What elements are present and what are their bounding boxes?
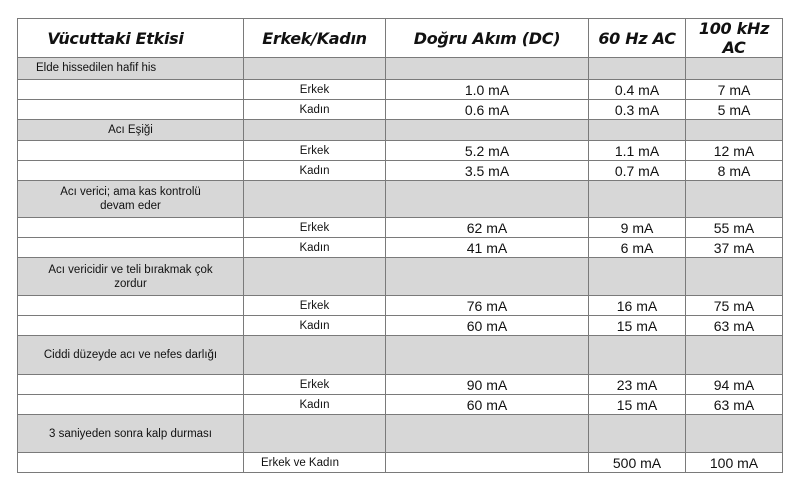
table-header — [18, 19, 783, 58]
ac100k-value: 12 mA — [686, 141, 783, 161]
dc-value: 5.2 mA — [386, 141, 589, 161]
gender-cell: Kadın — [244, 100, 386, 120]
ac60-value: 0.7 mA — [589, 161, 686, 181]
ac100k-value: 8 mA — [686, 161, 783, 181]
ac60-value: 15 mA — [589, 395, 686, 415]
gender-cell: Erkek — [244, 80, 386, 100]
table-row — [18, 238, 783, 258]
empty-cell — [686, 58, 783, 80]
empty-cell — [386, 120, 589, 141]
empty-cell — [18, 218, 244, 238]
dc-value — [386, 453, 589, 473]
empty-cell — [18, 375, 244, 395]
table-row — [18, 395, 783, 415]
effect-row — [18, 415, 783, 453]
empty-cell — [589, 120, 686, 141]
table-row — [18, 80, 783, 100]
dc-value: 41 mA — [386, 238, 589, 258]
empty-cell — [386, 181, 589, 218]
gender-cell: Erkek — [244, 296, 386, 316]
ac100k-value: 100 mA — [686, 453, 783, 473]
gender-cell: Erkek — [244, 218, 386, 238]
empty-cell — [589, 58, 686, 80]
ac60-value: 0.3 mA — [589, 100, 686, 120]
ac60-value: 23 mA — [589, 375, 686, 395]
empty-cell — [18, 161, 244, 181]
dc-value: 1.0 mA — [386, 80, 589, 100]
gender-cell: Erkek — [244, 141, 386, 161]
empty-cell — [589, 415, 686, 453]
gender-cell: Kadın — [244, 161, 386, 181]
empty-cell — [589, 336, 686, 375]
ac100k-value: 63 mA — [686, 316, 783, 336]
table-row — [18, 100, 783, 120]
ac100k-value: 63 mA — [686, 395, 783, 415]
dc-value: 90 mA — [386, 375, 589, 395]
empty-cell — [686, 181, 783, 218]
table-body — [18, 58, 783, 473]
table-row — [18, 218, 783, 238]
empty-cell — [244, 58, 386, 80]
ac100k-value: 7 mA — [686, 80, 783, 100]
empty-cell — [18, 296, 244, 316]
empty-cell — [386, 336, 589, 375]
empty-cell — [686, 120, 783, 141]
header-ac-60hz: 60 Hz AC — [589, 19, 686, 58]
effect-label: Acı vericidir ve teli bırakmak çok zordur — [18, 258, 244, 296]
empty-cell — [686, 258, 783, 296]
ac60-value: 9 mA — [589, 218, 686, 238]
empty-cell — [244, 415, 386, 453]
empty-cell — [244, 258, 386, 296]
gender-cell: Kadın — [244, 238, 386, 258]
empty-cell — [244, 120, 386, 141]
header-dc: Doğru Akım (DC) — [386, 19, 589, 58]
ac60-value: 6 mA — [589, 238, 686, 258]
dc-value: 60 mA — [386, 395, 589, 415]
dc-value: 76 mA — [386, 296, 589, 316]
effect-label: Acı verici; ama kas kontrolü devam eder — [18, 181, 244, 218]
ac100k-value: 75 mA — [686, 296, 783, 316]
gender-cell: Erkek ve Kadın — [244, 453, 386, 473]
table-row — [18, 161, 783, 181]
table-row — [18, 453, 783, 473]
gender-cell: Erkek — [244, 375, 386, 395]
effect-label: 3 saniyeden sonra kalp durması — [18, 415, 244, 453]
ac100k-value: 94 mA — [686, 375, 783, 395]
effect-label: Elde hissedilen hafif his — [18, 58, 244, 80]
effect-label: Acı Eşiği — [18, 120, 244, 141]
empty-cell — [686, 336, 783, 375]
empty-cell — [244, 336, 386, 375]
dc-value: 0.6 mA — [386, 100, 589, 120]
table-row — [18, 375, 783, 395]
empty-cell — [18, 80, 244, 100]
dc-value: 62 mA — [386, 218, 589, 238]
ac60-value: 16 mA — [589, 296, 686, 316]
ac60-value: 500 mA — [589, 453, 686, 473]
effect-label: Ciddi düzeyde acı ve nefes darlığı — [18, 336, 244, 375]
ac100k-value: 5 mA — [686, 100, 783, 120]
header-ac-100khz: 100 kHz AC — [686, 19, 783, 58]
header-effect: Vücuttaki Etkisi — [18, 19, 244, 58]
empty-cell — [386, 415, 589, 453]
ac100k-value: 55 mA — [686, 218, 783, 238]
ac60-value: 1.1 mA — [589, 141, 686, 161]
effect-row — [18, 336, 783, 375]
ac60-value: 0.4 mA — [589, 80, 686, 100]
dc-value: 60 mA — [386, 316, 589, 336]
effect-row — [18, 120, 783, 141]
empty-cell — [686, 415, 783, 453]
effect-row — [18, 258, 783, 296]
effect-row — [18, 181, 783, 218]
ac60-value: 15 mA — [589, 316, 686, 336]
empty-cell — [18, 100, 244, 120]
empty-cell — [589, 181, 686, 218]
table-row — [18, 296, 783, 316]
header-gender: Erkek/Kadın — [244, 19, 386, 58]
empty-cell — [18, 141, 244, 161]
empty-cell — [18, 453, 244, 473]
table-row — [18, 316, 783, 336]
empty-cell — [244, 181, 386, 218]
effect-row — [18, 58, 783, 80]
empty-cell — [18, 238, 244, 258]
header-row — [18, 19, 783, 58]
empty-cell — [386, 58, 589, 80]
empty-cell — [386, 258, 589, 296]
ac100k-value: 37 mA — [686, 238, 783, 258]
empty-cell — [18, 395, 244, 415]
dc-value: 3.5 mA — [386, 161, 589, 181]
table-row — [18, 141, 783, 161]
gender-cell: Kadın — [244, 316, 386, 336]
gender-cell: Kadın — [244, 395, 386, 415]
empty-cell — [18, 316, 244, 336]
empty-cell — [589, 258, 686, 296]
electric-current-effects-table — [17, 18, 783, 473]
